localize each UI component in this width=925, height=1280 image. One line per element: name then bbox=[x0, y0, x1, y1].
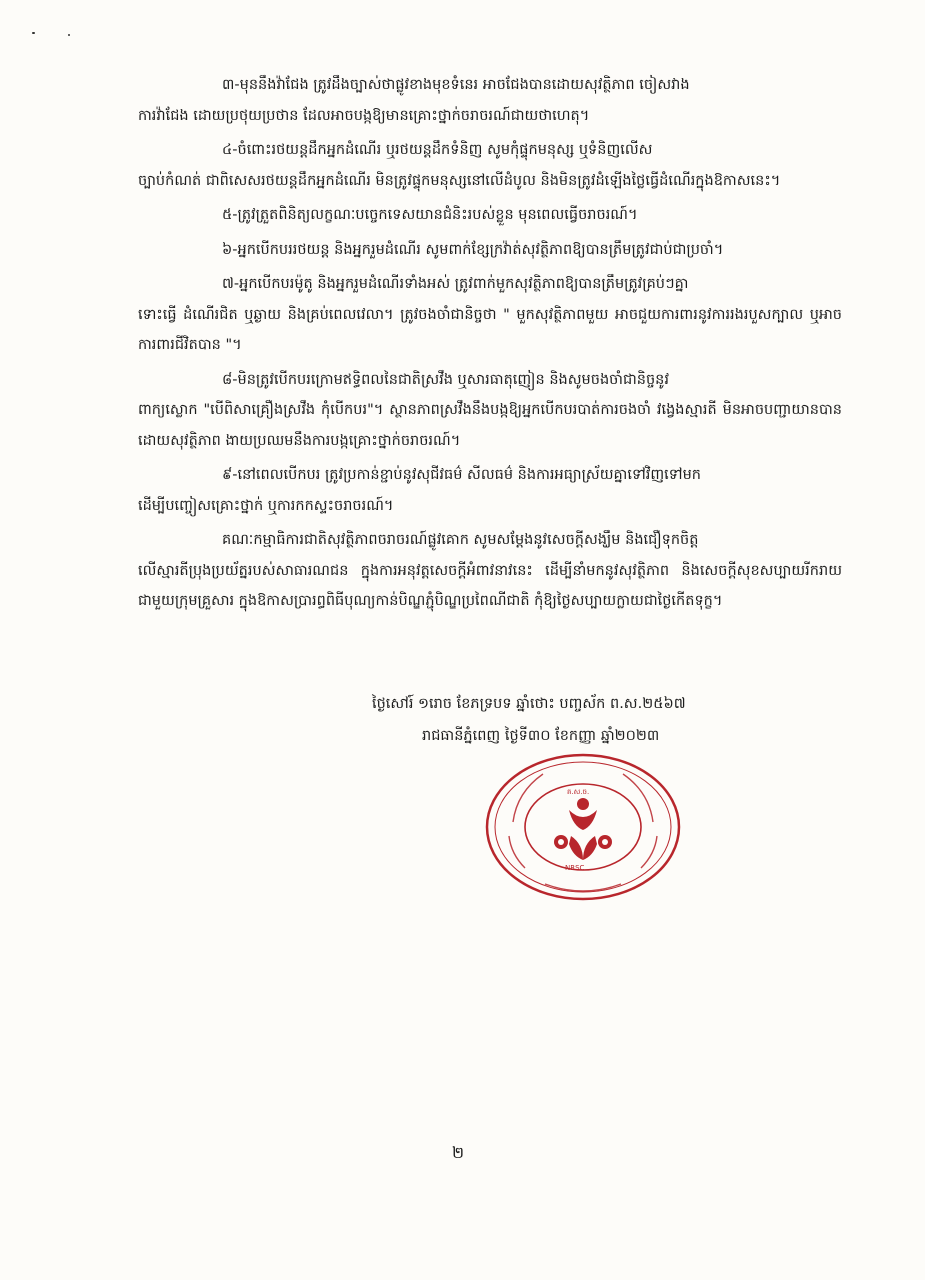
paragraph-5 bbox=[222, 200, 842, 231]
paragraph-lead: ៤-ចំពោះរថយន្តដឹកអ្នកដំណើរ ឬរថយន្តដឹកទំនិញ សូមកុំផ្ទុកមនុស្ស ឬទំនិញលើស bbox=[222, 142, 653, 158]
paragraph-lead: ៣-មុននឹងវ៉ាជែង ត្រូវដឹងច្បាស់ថាផ្លូវខាងមុខទំនេរ អាចជែងបានដោយសុវត្ថិភាព ចៀសវាង bbox=[222, 77, 690, 93]
paragraph-lead: គណៈកម្មាធិការជាតិសុវត្ថិភាពចរាចរណ៍ផ្លូវគោក សូមសម្តែងនូវសេចក្តីសង្ឃឹម និងជឿទុកចិត្ត bbox=[222, 532, 699, 548]
paragraph-6 bbox=[222, 235, 842, 266]
closing-paragraph bbox=[138, 525, 842, 617]
paragraph-body: ទោះធ្វើ ដំណើរជិត ឬឆ្ងាយ និងគ្រប់ពេលវេលា។ ត្រូវចងចាំជានិច្ចថា " មួកសុវត្ថិភាពមួយ អាចជួយការពារនូវការរងរបួសក្បាល ឬអាចការពារជីវិតបាន "។ bbox=[138, 306, 842, 353]
paragraph-body: ច្បាប់កំណត់ ជាពិសេសរថយន្តដឹកអ្នកដំណើរ មិនត្រូវផ្ទុកមនុស្សនៅលើដំបូល និងមិនត្រូវដំឡើងថ្លៃធ្វើដំណើរក្នុងឱកាសនេះ។ bbox=[138, 172, 781, 189]
scan-speck bbox=[68, 34, 70, 36]
paragraph-lead: ៥-ត្រូវត្រួតពិនិត្យលក្ខណៈបច្ចេកទេសយានជំនិះរបស់ខ្លួន មុនពេលធ្វើចរាចរណ៍។ bbox=[222, 207, 638, 223]
paragraph-9 bbox=[138, 460, 842, 521]
official-seal bbox=[483, 752, 683, 902]
seal-abbr-bottom: NRSC bbox=[565, 864, 585, 872]
paragraph-7 bbox=[138, 269, 842, 361]
paragraph-8 bbox=[138, 365, 842, 457]
lunar-date: ថ្ងៃសៅរ៍ ១រោច ខែភទ្របទ ឆ្នាំថោះ បញ្ចស័ក ព.ស.២៥៦៧ bbox=[372, 696, 686, 712]
paragraph-3 bbox=[138, 70, 842, 131]
solar-date: រាជធានីភ្នំពេញ ថ្ងៃទី៣០ ខែកញ្ញា ឆ្នាំ២០២៣ bbox=[422, 728, 660, 744]
paragraph-body: ការវ៉ាជែង ដោយប្រថុយប្រថាន ដែលអាចបង្កឱ្យមានគ្រោះថ្នាក់ចរាចរណ៍ជាយថាហេតុ។ bbox=[138, 107, 590, 124]
paragraph-lead: ៩-នៅពេលបើកបរ ត្រូវប្រកាន់ខ្ជាប់នូវសុជីវធម៌ សីលធម៌ និងការអធ្យាស្រ័យគ្នាទៅវិញទៅមក bbox=[222, 467, 701, 483]
paragraph-4 bbox=[138, 135, 842, 196]
paragraph-body: ពាក្យស្លោក "បើពិសាគ្រឿងស្រវឹង កុំបើកបរ"។ ស្ថានភាពស្រវឹងនឹងបង្កឱ្យអ្នកបើកបរបាត់ការចងចាំ វង្វេងស្មារតី មិនអាចបញ្ជាយានបានដោយសុវត្ថិភាព ងាយប្រឈមនឹងការបង្កគ្រោះថ្នាក់ចរាចរណ៍។ bbox=[138, 402, 842, 449]
paragraph-body: លើស្មារតីប្រុងប្រយ័ត្នរបស់សាធារណជន ក្នុងការអនុវត្តសេចក្តីអំពាវនាវនេះ ដើម្បីនាំមកនូវសុវត្ថិភាព និងសេចក្តីសុខសប្បាយរីករាយជាមួយក្រុមគ្រួសារ ក្នុងឱកាសប្រារព្ធពិធីបុណ្យកាន់បិណ្ឌភ្ជុំបិណ្ឌប្រពៃណីជាតិ កុំឱ្យថ្ងៃសប្បាយក្លាយជាថ្ងៃកើតទុក្ខ។ bbox=[138, 562, 842, 609]
document-body bbox=[138, 70, 842, 617]
paragraph-lead: ៨-មិនត្រូវបើកបរក្រោមឥទ្ធិពលនៃជាតិស្រវឹង ឬសារធាតុញៀន និងសូមចងចាំជានិច្ចនូវ bbox=[222, 371, 669, 388]
date-block bbox=[372, 688, 812, 752]
page-number: ២ bbox=[452, 1143, 465, 1162]
paragraph-lead: ៧-អ្នកបើកបរម៉ូតូ និងអ្នករួមដំណើរទាំងអស់ ត្រូវពាក់មួកសុវត្ថិភាពឱ្យបានត្រឹមត្រូវគ្រប់ៗគ្នា bbox=[222, 276, 689, 292]
paragraph-body: ដើម្បីបញ្ចៀសគ្រោះថ្នាក់ ឬការកកស្ទះចរាចរណ៍។ bbox=[138, 497, 394, 514]
paragraph-lead: ៦-អ្នកបើកបររថយន្ត និងអ្នករួមដំណើរ សូមពាក់ខ្សែក្រវ៉ាត់សុវត្ថិភាពឱ្យបានត្រឹមត្រូវជាប់ជាប្រចាំ។ bbox=[222, 241, 724, 258]
scan-speck bbox=[32, 32, 35, 34]
seal-abbr-top: គ.ស.ច. bbox=[567, 788, 590, 796]
